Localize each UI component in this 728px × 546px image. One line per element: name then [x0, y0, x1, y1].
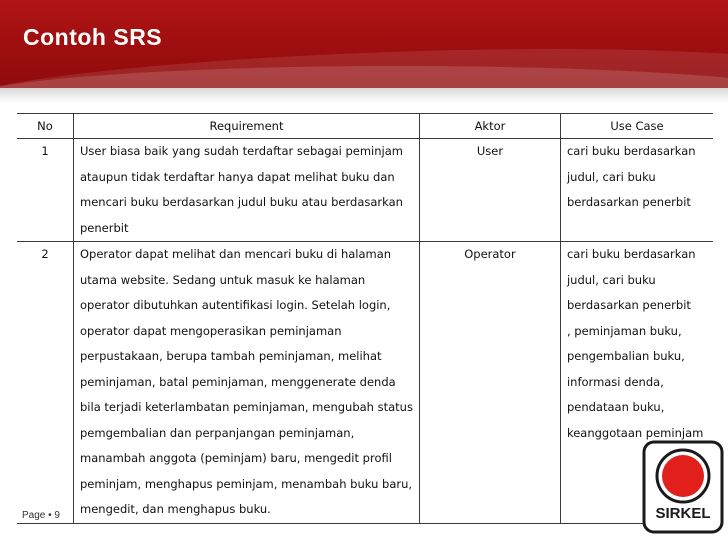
- use-case-line: cari buku berdasarkan: [566, 247, 696, 261]
- slide-title: Contoh SRS: [23, 24, 163, 50]
- page-number-label: Page • 9: [22, 510, 60, 521]
- requirement-line: penerbit: [80, 220, 129, 235]
- table-row: [17, 139, 713, 242]
- requirement-line: peminjaman, batal peminjaman, menggenerate denda: [80, 374, 396, 389]
- requirement-line: operator dapat mengoperasikan peminjaman: [80, 323, 342, 338]
- requirement-line: User biasa baik yang sudah terdaftar sebagai peminjam: [80, 144, 403, 158]
- requirement-line: pemgembalian dan perpanjangan peminjaman,: [80, 425, 355, 440]
- column-header-no: No: [17, 114, 74, 139]
- sirkel-logo: [640, 438, 728, 546]
- requirement-line: perpustakaan, berupa tambah peminjaman, melihat: [80, 349, 382, 363]
- row-number: 2: [17, 242, 74, 524]
- use-case-cell: [560, 139, 713, 242]
- table-header-row: [17, 114, 713, 139]
- column-header-use-case: Use Case: [560, 114, 713, 139]
- requirement-line: mengedit, dan menghapus buku.: [80, 502, 271, 516]
- use-case-line: judul, cari buku: [566, 169, 656, 184]
- requirement-line: operator dibutuhkan autentifikasi login. Setelah login,: [80, 298, 391, 312]
- use-case-line: berdasarkan penerbit: [566, 298, 691, 312]
- use-case-line: cari buku berdasarkan: [566, 144, 696, 158]
- use-case-line: pendataan buku,: [566, 400, 665, 414]
- requirement-line: mencari buku berdasarkan judul buku atau berdasarkan: [80, 195, 403, 209]
- use-case-line: informasi denda,: [566, 374, 664, 389]
- table-row: [17, 242, 713, 524]
- use-case-line: pengembalian buku,: [566, 349, 685, 363]
- column-header-requirement: Requirement: [74, 114, 420, 139]
- requirement-line: peminjam, menghapus peminjam, menambah buku baru,: [80, 476, 413, 491]
- requirement-cell: [74, 139, 420, 242]
- logo-wordmark: SIRKEL: [655, 505, 711, 522]
- row-number: 1: [17, 139, 74, 242]
- requirement-line: utama website. Sedang untuk masuk ke halaman: [80, 272, 366, 287]
- header-divider: [0, 88, 728, 104]
- srs-table: [17, 113, 713, 524]
- requirement-cell: [74, 242, 420, 524]
- use-case-line: keanggotaan peminjam: [566, 425, 704, 440]
- requirement-line: bila terjadi keterlambatan peminjaman, mengubah status: [80, 400, 413, 414]
- aktor-cell: Operator: [419, 242, 560, 524]
- requirement-line: Operator dapat melihat dan mencari buku di halaman: [80, 247, 392, 261]
- requirement-line: manambah anggota (peminjam) baru, mengedit profil: [80, 451, 392, 465]
- column-header-aktor: Aktor: [419, 114, 560, 139]
- requirement-line: ataupun tidak terdaftar hanya dapat melihat buku dan: [80, 169, 395, 184]
- aktor-cell: User: [419, 139, 560, 242]
- use-case-line: berdasarkan penerbit: [566, 195, 691, 209]
- slide-header: [0, 0, 728, 88]
- use-case-line: judul, cari buku: [566, 272, 656, 287]
- use-case-line: , peminjaman buku,: [566, 323, 682, 338]
